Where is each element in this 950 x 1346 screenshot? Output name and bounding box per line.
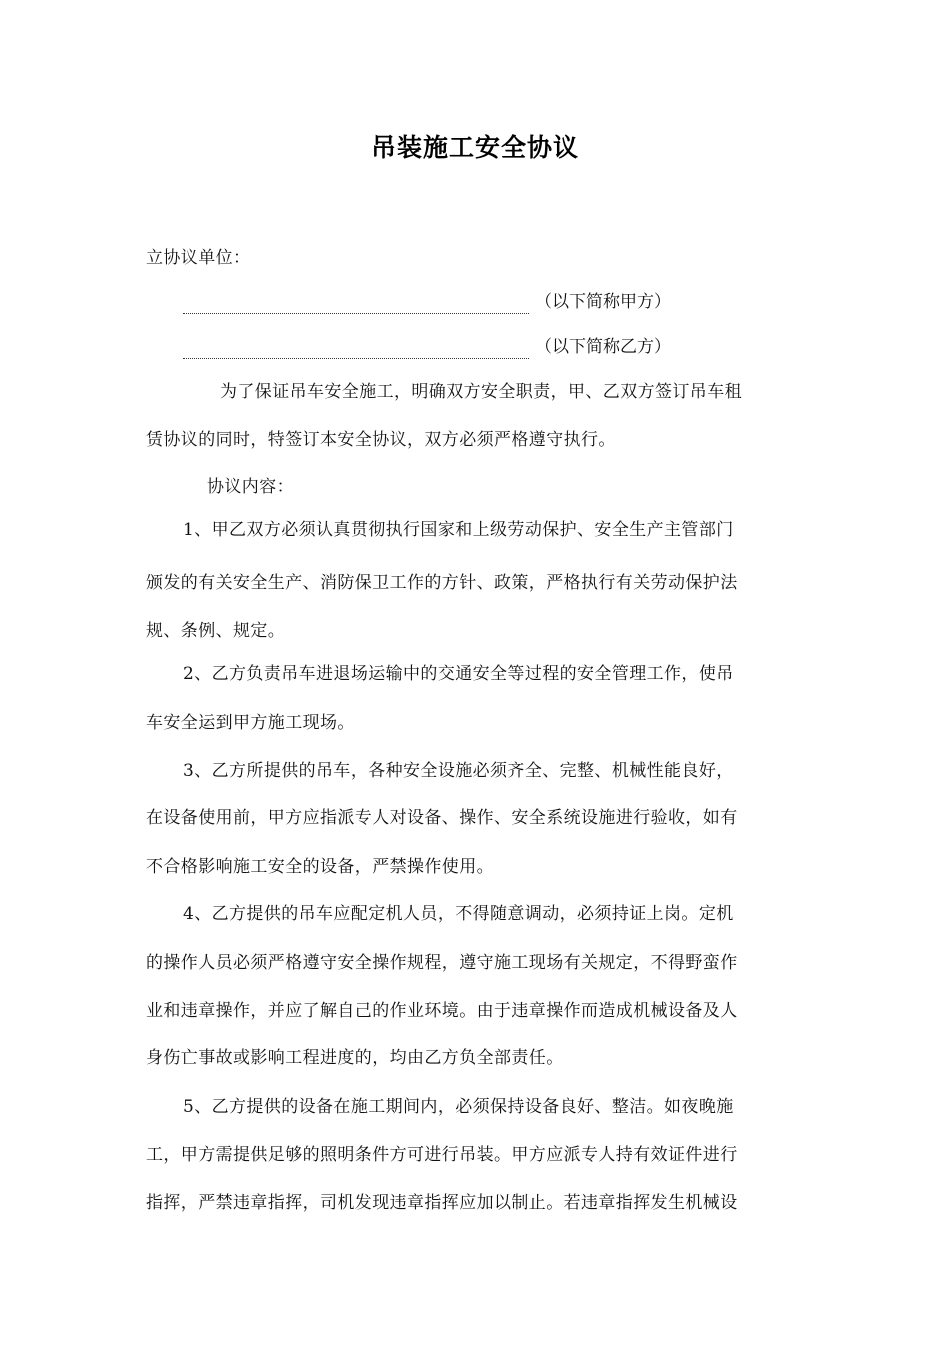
party-b-blank[interactable] xyxy=(183,340,529,359)
clause-4-line: 的操作人员必须严格遵守安全操作规程，遵守施工现场有关规定，不得野蛮作 xyxy=(146,953,738,973)
content-label: 协议内容： xyxy=(207,477,294,497)
clause-2-line: 车安全运到甲方施工现场。 xyxy=(146,713,355,733)
clause-5-line: 工，甲方需提供足够的照明条件方可进行吊装。甲方应派专人持有效证件进行 xyxy=(146,1145,738,1165)
intro-line: 赁协议的同时，特签订本安全协议，双方必须严格遵守执行。 xyxy=(146,430,616,450)
party-a-suffix: （以下简称甲方） xyxy=(535,292,671,312)
clause-5-line: 指挥，严禁违章指挥，司机发现违章指挥应加以制止。若违章指挥发生机械设 xyxy=(146,1193,738,1213)
clause-2-line: 2、乙方负责吊车进退场运输中的交通安全等过程的安全管理工作，使吊 xyxy=(183,664,734,684)
clause-1-line: 颁发的有关安全生产、消防保卫工作的方针、政策，严格执行有关劳动保护法 xyxy=(146,573,738,593)
clause-3-line: 在设备使用前，甲方应指派专人对设备、操作、安全系统设施进行验收，如有 xyxy=(146,808,738,828)
parties-label: 立协议单位： xyxy=(146,248,251,268)
party-a-row xyxy=(183,290,671,314)
clause-3-line: 不合格影响施工安全的设备，严禁操作使用。 xyxy=(146,857,494,877)
clause-4-line: 4、乙方提供的吊车应配定机人员，不得随意调动，必须持证上岗。定机 xyxy=(183,904,734,924)
clause-5-line: 5、乙方提供的设备在施工期间内，必须保持设备良好、整洁。如夜晚施 xyxy=(183,1097,734,1117)
clause-1-line: 1、甲乙双方必须认真贯彻执行国家和上级劳动保护、安全生产主管部门 xyxy=(183,520,734,540)
party-b-row xyxy=(183,335,671,359)
party-b-suffix: （以下简称乙方） xyxy=(535,337,671,357)
party-a-blank[interactable] xyxy=(183,295,529,314)
clause-1-line: 规、条例、规定。 xyxy=(146,621,286,641)
clause-4-line: 业和违章操作，并应了解自己的作业环境。由于违章操作而造成机械设备及人 xyxy=(146,1001,738,1021)
intro-line: 为了保证吊车安全施工，明确双方安全职责，甲、乙双方签订吊车租 xyxy=(220,382,742,402)
document-title: 吊装施工安全协议 xyxy=(370,133,579,162)
clause-4-line: 身伤亡事故或影响工程进度的，均由乙方负全部责任。 xyxy=(146,1048,564,1068)
clause-3-line: 3、乙方所提供的吊车，各种安全设施必须齐全、完整、机械性能良好， xyxy=(183,761,734,781)
